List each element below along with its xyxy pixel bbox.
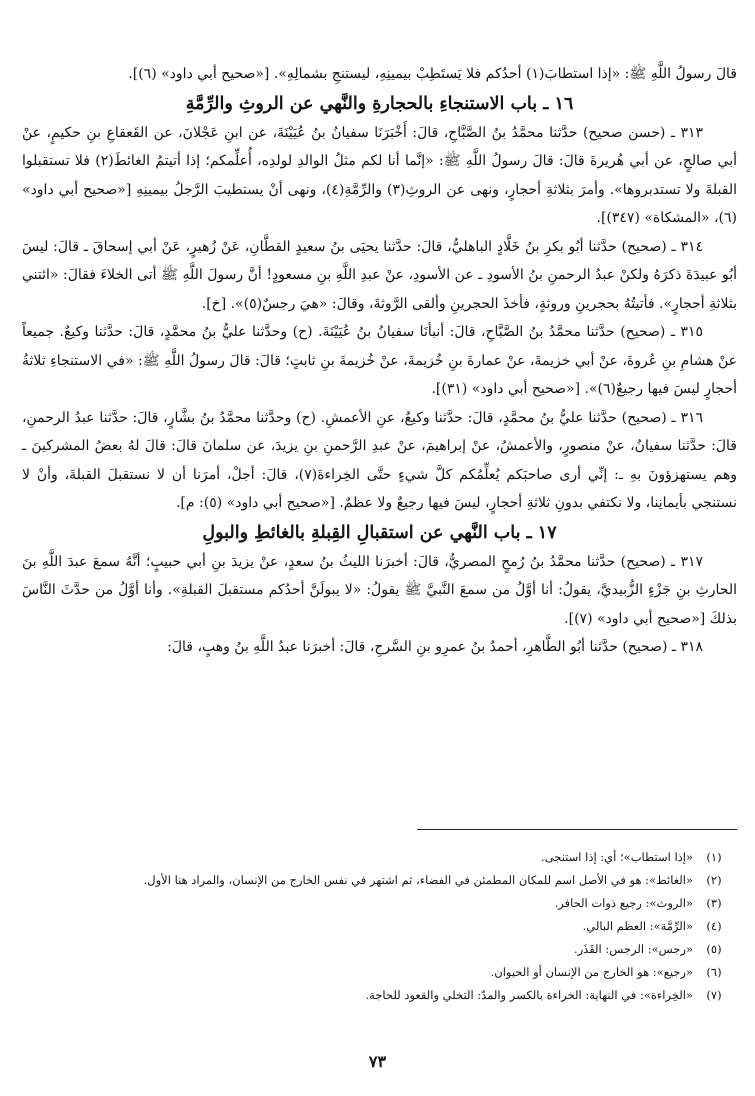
footnote-text: «رجس»: الرجس: القَذَر. <box>573 942 693 956</box>
hadith-316: ٣١٦ ـ (صحيح) حدَّثنا عليُّ بنُ محمَّدٍ، قالَ: حدَّثنا وكيعٌ، عنِ الأعمشِ. (ح) وحدَّثنا محمَّدُ بنُ بشَّارٍ، قالَ: حدَّثنا عبدُ الرحمنِ، قالَ: حدَّثنا سفيانُ، عنْ منصورٍ، والأعمشُ، عنْ إبراهيمَ، عنْ عبدِ الرَّحمنِ بنِ يزيدَ، عن سلمانَ قالَ: قالَ لهُ بعضُ المشركينَ ـ وهم يستهزؤونَ بهِ ـ: إنِّي أرى صاحبَكم يُعلِّمُكم كلَّ شيءٍ حتَّى الخِراءةَ(٧)، قالَ: أجلْ، أمرَنا أن لا نستقبلَ القبلةَ، وأنْ لا نستنجي بأيمانِنا، ولا نكتفي بدونِ ثلاثةِ أحجارٍ، ليسَ فيها رجيعٌ ولا عظمٌ. [«صحيح أبي داود» (٥): م]. <box>22 409 738 511</box>
footnote-item <box>28 915 735 938</box>
intro-paragraph: قالَ رسولُ اللَّهِ ﷺ: «إذا استطابَ(١) أحدُكم فلا يَستَطِبْ بيمينِهِ، ليستنجِ بشمالِهِ». [«صحيح أبي داود» (٦)]. <box>128 66 737 82</box>
footnote-item <box>28 984 735 1007</box>
footnote-text: «إذا استطاب»؛ أي: إذا استنجى. <box>541 850 693 864</box>
footnote-number: (٤) <box>706 919 722 933</box>
footnote-text: «الروث»: رجيع ذوات الحافر. <box>554 896 693 910</box>
main-text <box>22 60 737 662</box>
footnote-item <box>28 869 735 892</box>
footnote-number: (٥) <box>706 942 722 956</box>
footnote-item <box>28 961 735 984</box>
footnotes <box>28 846 735 1007</box>
footnote-number: (١) <box>706 850 722 864</box>
footnote-number: (٦) <box>706 965 722 979</box>
hadith-318: ٣١٨ ـ (صحيح) حدَّثنا أبُو الطَّاهرِ، أحمدُ بنُ عمرِو بنِ السَّرحِ، قالَ: أخبرَنا عبدُ اللَّهِ بنُ وهبٍ، قالَ: <box>167 639 703 655</box>
footnote-item <box>28 892 735 915</box>
hadith-314: ٣١٤ ـ (صحيح) حدَّثنا أبُو بكرِ بنُ خَلَّادٍ الباهليُّ، قالَ: حدَّثنا يحيَى بنُ سعيدٍ القطَّانِ، عَنْ زُهيرٍ، عَنْ أبي إسحاقَ ـ قالَ: ليسَ أبُو عبيدَةَ ذكرَهُ ولكنْ عبدُ الرحمنِ بنُ الأسودِ ـ عن الأسودِ، عنْ عبدِ اللَّهِ بنِ مسعودٍ! أنَّ رسولَ اللَّهِ ﷺ أتى الخلاءَ فقالَ: «ائتني بثلاثةِ أحجارٍ». فأتيتُهُ بحجرينِ وروثةٍ، فأخذَ الحجرينِ وألقى الرَّوثةَ، وقالَ: «هيَ رجسٌ(٥)». [خ]. <box>22 238 737 312</box>
footnote-item <box>28 846 735 869</box>
footnote-number: (٢) <box>706 873 722 887</box>
footnote-divider <box>417 829 737 830</box>
chapter-heading-16: ١٦ ـ باب الاستنجاءِ بالحجارةِ والنَّهي عن الروثِ والرِّمَّةِ <box>185 93 574 114</box>
footnote-number: (٧) <box>706 988 722 1002</box>
page-number: ٧٣ <box>368 1052 387 1071</box>
hadith-313: ٣١٣ ـ (حسن صحيح) حدَّثنا محمَّدُ بنُ الصَّبَّاحِ، قالَ: أَخْبَرَنَا سفيانُ بنُ عُيَيْنَةَ، عن ابنِ عَجْلانَ، عن القَعقاعِ بنِ حكيمٍ، عنْ أبي صالحٍ، عن أبي هُريرةَ قالَ: قالَ رسولُ اللَّهِ ﷺ: «إنَّما أنا لكم مثلُ الوالدِ لولدِه، أُعلِّمكم؛ إذا أتيتمُ الغائطَ(٢) فلا تستقبلوا القبلةَ ولا تستدبروها». وأمرَ بثلاثةِ أحجارٍ، ونهى عن الروثِ(٣) والرِّمَّةِ(٤)، ونهى أنْ يستطيبَ الرَّجلُ بيمينِهِ [«صحيح أبي داود» (٦)، «المشكاة» (٣٤٧)]. <box>22 124 737 226</box>
footnote-text: «الرِّمَّة»: العظم البالي. <box>582 919 693 933</box>
hadith-317: ٣١٧ ـ (صحيح) حدَّثنا محمَّدُ بنُ رُمحٍ المصريُّ، قالَ: أخبرَنا الليثُ بنُ سعدٍ، عنْ يزيدَ بنِ أبي حبيبٍ؛ أنَّهُ سمعَ عبدَ اللَّهِ بنَ الحارثِ بنِ جَزْءٍ الزُّبيديَّ، يقولُ: أنا أوَّلُ من سمعَ النَّبيَّ ﷺ يقولُ: «لا يبولَنَّ أحدُكم مستقبلَ القبلةِ». وأنا أوَّلُ من حدَّثَ النَّاسَ بذلكَ [«صحيح أبي داود» (٧)]. <box>22 553 737 627</box>
footnote-text: «رجيع»: هو الخارج من الإنسان أو الحيوان. <box>490 965 693 979</box>
chapter-heading-17: ١٧ ـ باب النَّهي عن استقبالِ القِبلةِ بالغائطِ والبولِ <box>202 522 557 543</box>
footnote-number: (٣) <box>706 896 722 910</box>
footnote-text: «الخِراءة»: في النهاية: الخراءة بالكسر والمدّ: التخلي والقعود للحاجة. <box>365 988 693 1002</box>
hadith-315: ٣١٥ ـ (صحيح) حدَّثنا محمَّدُ بنُ الصَّبَّاحِ، قالَ: أنبأنَا سفيانُ بنُ عُيَيْنَةَ. (ح) وحدَّثنا عليُّ بنُ محمَّدٍ، قالَ: حدَّثنا وكيعٌ. جميعاً عنْ هشامِ بنِ عُروةَ، عنْ أبي خزيمةَ، عنْ عمارةَ بنِ خُزيمةَ، عنْ خُزيمةَ بنِ ثابتٍ؛ قالَ: قالَ رسولُ اللَّهِ ﷺ: «في الاستنجاءِ ثلاثةُ أحجارٍ ليسَ فيها رجيعٌ(٦)». [«صحيح أبي داود» (٣١)]. <box>22 324 737 397</box>
footnote-item <box>28 938 735 961</box>
footnote-text: «الغائط»: هو في الأصل اسم للمكان المطمئن في الفضاء، ثم اشتهر في نفس الخارج من الإنسان، والمراد هنا الأول. <box>143 873 693 887</box>
